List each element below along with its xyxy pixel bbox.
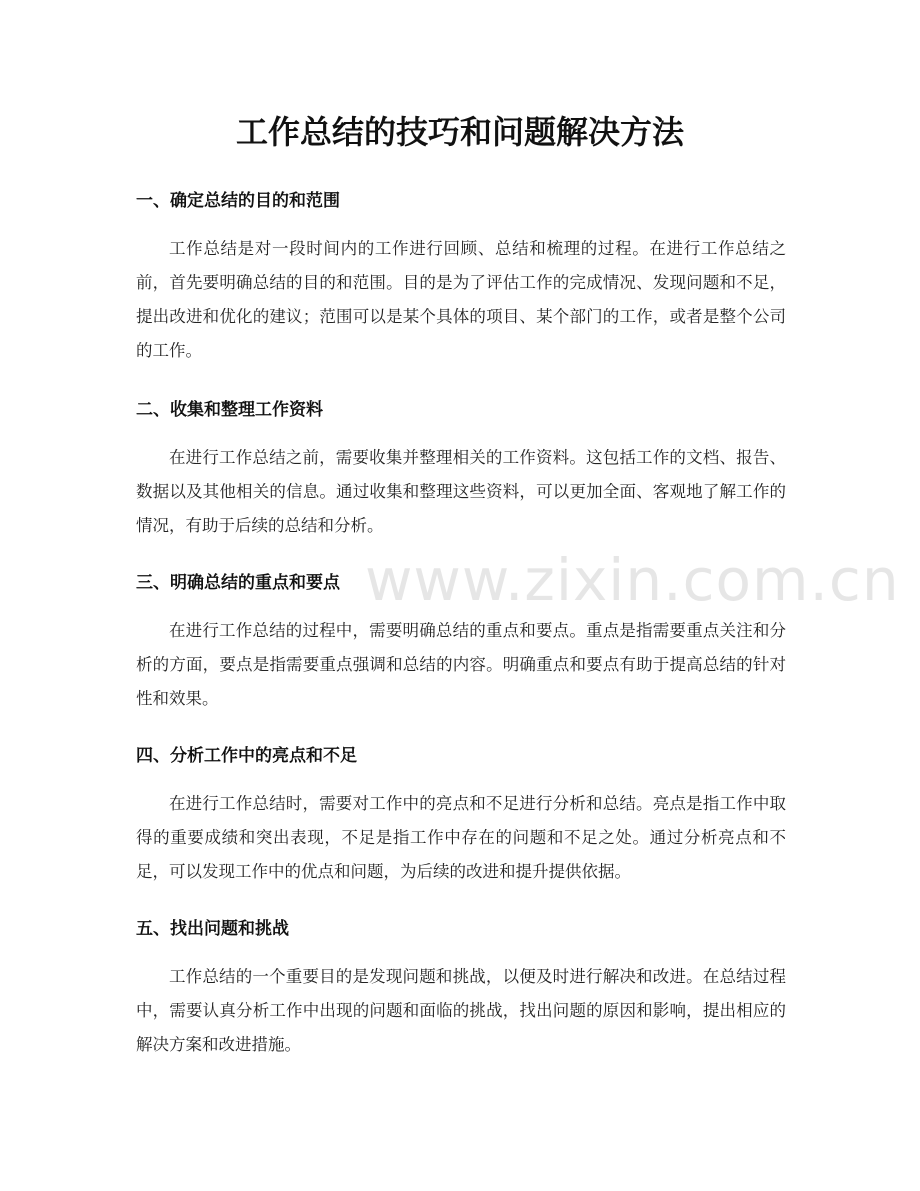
section-3 [136,570,786,716]
section-heading: 五、找出问题和挑战 [136,919,289,939]
document-title: 工作总结的技巧和问题解决方法 [235,113,684,151]
watermark: www.zixin.com.cn [365,546,900,614]
section-2 [136,397,786,543]
section-1 [136,188,786,368]
section-heading: 二、收集和整理工作资料 [136,400,323,420]
section-4 [136,743,786,889]
section-heading: 四、分析工作中的亮点和不足 [136,746,357,766]
section-paragraph: 在进行工作总结时，需要对工作中的亮点和不足进行分析和总结。亮点是指工作中取得的重要成绩和突出表现，不足是指工作中存在的问题和不足之处。通过分析亮点和不足，可以发现工作中的优点和问题，为后续的改进和提升提供依据。 [136,794,786,881]
section-paragraph: 工作总结是对一段时间内的工作进行回顾、总结和梳理的过程。在进行工作总结之前，首先要明确总结的目的和范围。目的是为了评估工作的完成情况、发现问题和不足，提出改进和优化的建议；范围可以是某个具体的项目、某个部门的工作，或者是整个公司的工作。 [136,239,786,360]
section-paragraph: 工作总结的一个重要目的是发现问题和挑战，以便及时进行解决和改进。在总结过程中，需要认真分析工作中出现的问题和面临的挑战，找出问题的原因和影响，提出相应的解决方案和改进措施。 [136,967,786,1054]
section-heading: 一、确定总结的目的和范围 [136,191,340,211]
section-paragraph: 在进行工作总结的过程中，需要明确总结的重点和要点。重点是指需要重点关注和分析的方面，要点是指需要重点强调和总结的内容。明确重点和要点有助于提高总结的针对性和效果。 [136,621,786,708]
section-heading: 三、明确总结的重点和要点 [136,573,340,593]
section-paragraph: 在进行工作总结之前，需要收集并整理相关的工作资料。这包括工作的文档、报告、数据以及其他相关的信息。通过收集和整理这些资料，可以更加全面、客观地了解工作的情况，有助于后续的总结和分析。 [136,448,786,535]
section-5 [136,916,786,1062]
